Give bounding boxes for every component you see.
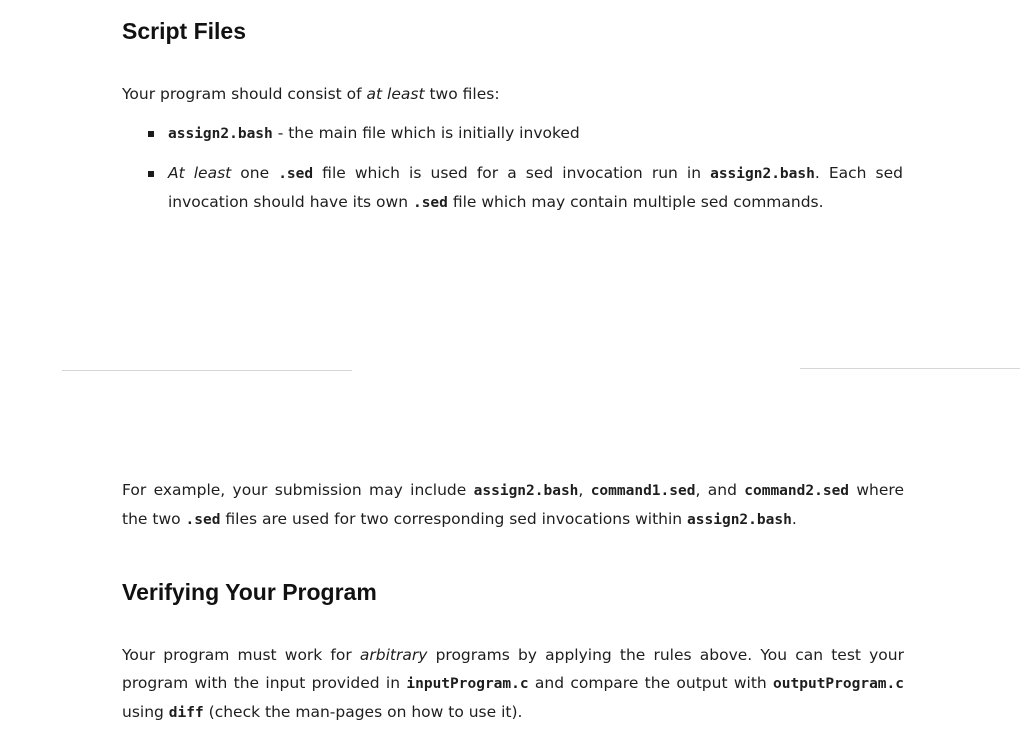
heading-script-files: Script Files — [122, 18, 246, 44]
verify-paragraph: Your program must work for arbitrary programs by applying the rules above. You can test your program with the input provided in inputProgram.c and compare the output with outputProgram.c using diff (check the man-pages on how to use it). — [122, 646, 904, 721]
intro-paragraph: Your program should consist of at least two files: — [122, 85, 500, 103]
example-paragraph: For example, your submission may include assign2.bash, command1.sed, and command2.sed where the two .sed files are used for two corresponding sed invocations within assign2.bash. — [122, 481, 904, 528]
scan-artifact — [62, 370, 352, 371]
bullet-marker — [148, 171, 154, 177]
list-item: assign2.bash - the main file which is initially invoked — [168, 124, 580, 142]
list-item: At least one .sed file which is used for a sed invocation run in assign2.bash. Each sed invocation should have its own .sed file which may contain multiple sed commands. — [168, 164, 903, 211]
heading-verifying-program: Verifying Your Program — [122, 579, 377, 605]
bullet-marker — [148, 131, 154, 137]
scan-artifact — [800, 368, 1020, 369]
